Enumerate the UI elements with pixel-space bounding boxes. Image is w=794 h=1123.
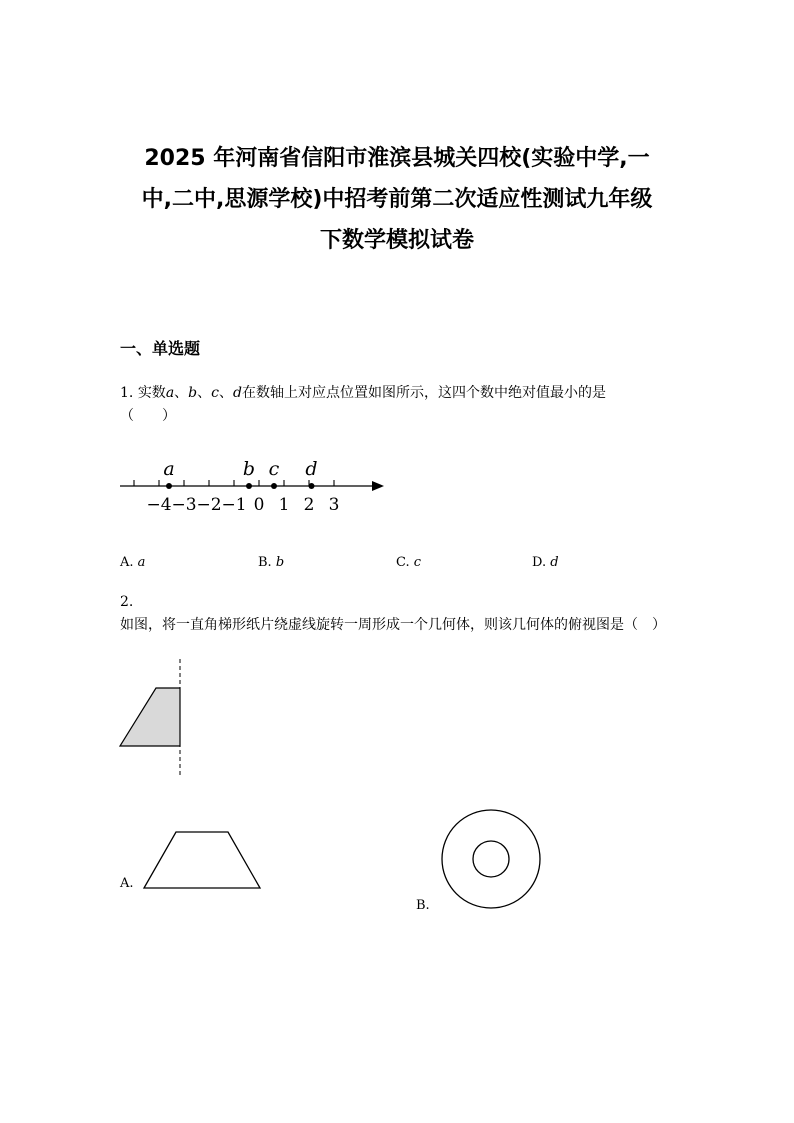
option-key: B. [258, 555, 272, 570]
question-number: 1. [120, 385, 134, 401]
title-line-2: 中,二中,思源学校)中招考前第二次适应性测试九年级 [141, 187, 653, 212]
separator: 、 [174, 385, 189, 401]
point-d [309, 483, 315, 489]
q2-option-b-label[interactable]: B. [416, 898, 430, 913]
point-b [246, 483, 252, 489]
point-a [166, 483, 172, 489]
var-c: c [211, 385, 219, 401]
tick-label: −1 [221, 495, 247, 515]
tick-label: 1 [278, 495, 290, 515]
tick-label: −4 [146, 495, 172, 515]
tick-label: 0 [253, 495, 265, 515]
question-1 [120, 382, 680, 428]
option-key: D. [532, 555, 547, 570]
question-text: 如图，将一直角梯形纸片绕虚线旋转一周形成一个几何体，则该几何体的俯视图是（ ） [120, 617, 666, 633]
tick-label: −3 [171, 495, 197, 515]
point-label-a: a [163, 458, 175, 480]
separator: 、 [218, 385, 233, 401]
point-label-c: c [268, 458, 280, 480]
option-key: C. [396, 555, 410, 570]
option-value: b [275, 555, 285, 570]
question-number: 2. [120, 594, 134, 610]
tick-label: −2 [196, 495, 222, 515]
q1-option-b[interactable] [258, 555, 284, 570]
var-a: a [165, 385, 175, 401]
tick-label: 2 [303, 495, 315, 515]
q1-option-a[interactable] [120, 555, 145, 570]
option-value: a [137, 555, 146, 570]
section-heading: 一、单选题 [120, 339, 201, 358]
option-value: c [413, 555, 422, 570]
point-label-d: d [305, 458, 318, 480]
inner-circle [473, 841, 509, 877]
outer-circle [442, 810, 540, 908]
var-d: d [232, 385, 242, 401]
point-c [271, 483, 277, 489]
answer-parentheses: （ ） [120, 408, 176, 424]
shaded-right-trapezoid [120, 688, 180, 746]
question-text-pre: 实数 [137, 385, 166, 401]
title-line-3: 下数学模拟试卷 [319, 228, 474, 253]
q1-option-c[interactable] [396, 555, 421, 570]
var-b: b [188, 385, 198, 401]
q2-option-a-label[interactable]: A. [120, 876, 134, 891]
option-key: A. [120, 555, 134, 570]
point-label-b: b [242, 458, 256, 480]
q1-option-d[interactable] [532, 555, 559, 570]
separator: 、 [197, 385, 212, 401]
document-title [100, 138, 694, 261]
option-value: d [550, 555, 559, 570]
tick-label: 3 [328, 495, 340, 515]
question-2 [120, 591, 680, 637]
arrow-head [372, 481, 384, 491]
trapezoid-shape [144, 832, 260, 888]
title-line-1: 2025 年河南省信阳市淮滨县城关四校(实验中学,一 [144, 146, 650, 171]
question-text-post: 在数轴上对应点位置如图所示，这四个数中绝对值最小的是 [241, 385, 606, 401]
